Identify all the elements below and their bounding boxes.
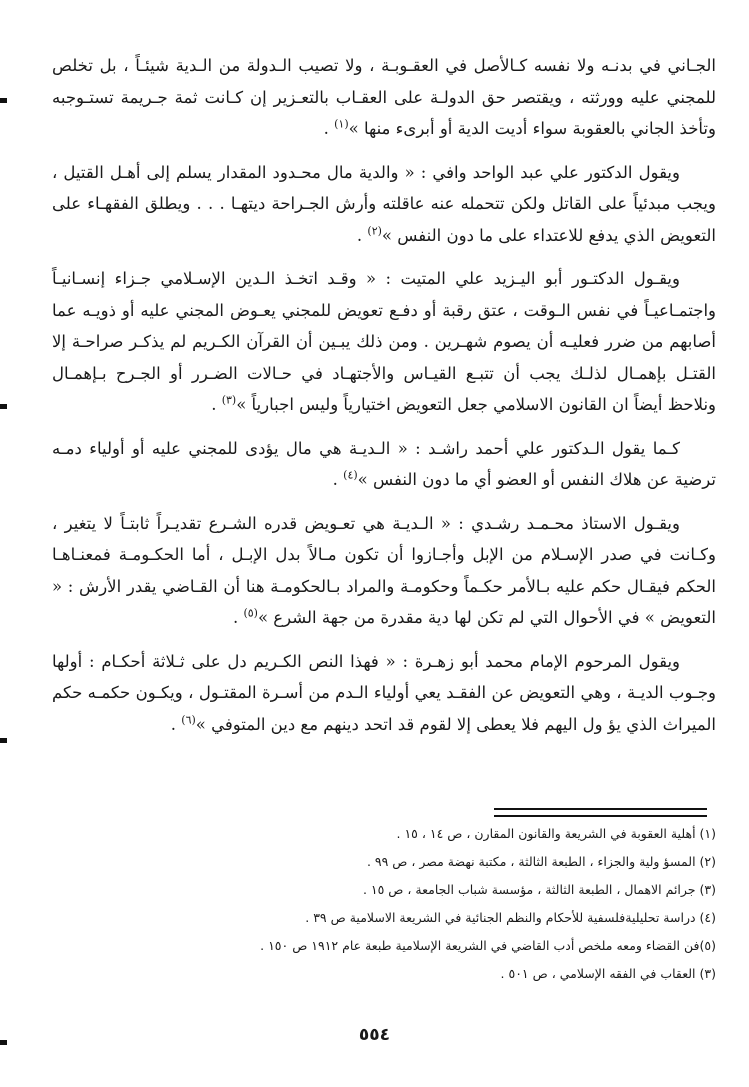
paragraph: ويقـول الدكتـور أبو اليـزيد علي المتيت : « وقـد اتخـذ الـدين الإسـلامي جـزاء إنسـانيـاً واجتمـاعيـاً في نفس الـوقت ، عتق رقبة أو دفـع تعويض للمجني يعـوض المجني عليه أو ذويـه عما أصابهم من ضرر فعليـه أن يصوم شهـرين . ومن ذلك يبـين أن القرآن الكـريم لم يذكـر صراحـة إلا القتـل بإهمـال لذلـك يجب أن تتبـع القيـاس والأجتهـاد في حـالات الضـرر أو الجـرح بـإهمـال ونلاحظ أيضاً ان القانون الاسلامي جعل التعويض اختيارياً وليس اجبارياً »$^{(٣)}$ .: [52, 269, 716, 414]
footnote-ref[interactable]: (١): [334, 117, 349, 131]
footnote-divider: [494, 815, 707, 817]
paragraph-text: كـما يقول الـدكتور علي أحمد راشـد : « الـديـة هي مال يؤدى للمجني عليه أو أولياء دمـه ترضية عن هلاك النفس أو العضو أي ما دون النفس »: [52, 438, 716, 489]
margin-mark: [0, 98, 7, 103]
margin-mark: [0, 738, 7, 743]
body-text: [52, 50, 716, 752]
footnote-item: (٢) المسؤ ولية والجزاء ، الطبعة الثالثة ، مكتبة نهضة مصر ، ص ٩٩ .: [366, 854, 716, 869]
margin-mark: [0, 1040, 7, 1045]
page-number: ٥٥٤: [358, 1025, 391, 1045]
paragraph-text: ويقـول الاستاذ محـمـد رشـدي : « الـديـة هي تعـويض قدره الشـرع تقديـراً ثابتـاً لا يتغير ، وكـانت في صدر الإسـلام من الإبل وأجـازوا أن تكون مـالاً بدل الإبـل ، أما الحكـومـة فمعنـاهـا الحكم فيقـال حكم عليه بـالأمر حكـماً وحكومـة والمراد بـالحكومـة هنا أن القـاضي يقدر الأرش : « التعويض » في الأحوال التي لم تكن لها دية مقدرة من جهة الشرع »: [52, 513, 716, 627]
paragraph: كـما يقول الـدكتور علي أحمد راشـد : « الـديـة هي مال يؤدى للمجني عليه أو أولياء دمـه ترضية عن هلاك النفس أو العضو أي ما دون النفس »$^{(٤)}$ .: [52, 438, 716, 489]
paragraph: ويقول الدكتور علي عبد الواحد وافي : « والدية مال محـدود المقدار يسلم إلى أهـل القتيل ، ويجب مبدئياً على القاتل ولكن تتحمله عنه عاقلته وأرش الجـراحة ديتهـا . . . ويطلق الفقهـاء على التعويض الذي يدفع للاعتداء على ما دون النفس »$^{(٢)}$ .: [52, 162, 716, 245]
paragraph: ويقـول الاستاذ محـمـد رشـدي : « الـديـة هي تعـويض قدره الشـرع تقديـراً ثابتـاً لا يتغير ، وكـانت في صدر الإسـلام من الإبل وأجـازوا أن تكون مـالاً بدل الإبـل ، أما الحكـومـة فمعنـاهـا الحكم فيقـال حكم عليه بـالأمر حكـماً وحكومـة والمراد بـالحكومـة هنا أن القـاضي يقدر الأرش : « التعويض » في الأحوال التي لم تكن لها دية مقدرة من جهة الشرع »$^{(٥)}$ .: [52, 513, 716, 627]
footnote-item: (٣) العقاب في الفقه الإسلامي ، ص ٥٠١ .: [500, 966, 716, 981]
paragraph-text: ويقـول الدكتـور أبو اليـزيد علي المتيت : « وقـد اتخـذ الـدين الإسـلامي جـزاء إنسـانيـاً واجتمـاعيـاً في نفس الـوقت ، عتق رقبة أو دفـع تعويض للمجني يعـوض المجني عليه أو ذويـه عما أصابهم من ضرر فعليـه أن يصوم شهـرين . ومن ذلك يبـين أن القرآن الكـريم لم يذكـر صراحـة إلا القتـل بإهمـال لذلـك يجب أن تتبـع القيـاس والأجتهـاد في حـالات الضـرر أو الجـرح بـإهمـال ونلاحظ أيضاً ان القانون الاسلامي جعل التعويض اختيارياً وليس اجبارياً »: [52, 269, 716, 414]
footnote-ref[interactable]: (٢): [367, 224, 382, 237]
footnote-item: (٣) جرائم الاهمال ، الطبعة الثالثة ، مؤسسة شباب الجامعة ، ص ١٥ .: [362, 882, 716, 897]
footnote-ref[interactable]: (٥): [243, 606, 258, 620]
paragraph-text: ويقول الدكتور علي عبد الواحد وافي : « والدية مال محـدود المقدار يسلم إلى أهـل القتيل ، ويجب مبدئياً على القاتل ولكن تتحمله عنه عاقلته وأرش الجـراحة ديتهـا . . . ويطلق الفقهـاء على التعويض الذي يدفع للاعتداء على ما دون النفس »: [52, 162, 716, 245]
footnote-item: (٤) دراسة تحليليةفلسفية للأحكام والنظم الجنائية في الشريعة الاسلامية ص ٣٩ .: [305, 910, 716, 925]
footnotes: [52, 820, 716, 988]
footnote-item: (٥)فن القضاء ومعه ملخص أدب القاضي في الشريعة الإسلامية طبعة عام ١٩١٢ ص ١٥٠ .: [260, 938, 716, 953]
footnote-item: (١) أهلية العقوبة في الشريعة والقانون المقارن ، ص ١٤ ، ١٥ .: [396, 826, 716, 841]
footnote-ref[interactable]: (٣): [221, 393, 237, 407]
footnote-divider: [494, 808, 707, 810]
paragraph: ويقول المرحوم الإمام محمد أبو زهـرة : « فهذا النص الكـريم دل على ثـلاثة أحكـام : أولها وجـوب الديـة ، وهي التعويض عن الفقـد يعي أولياء الـدم من أسـرة المقتـول ، ويكـون حكمـه حكم الميراث الذي يؤ ول اليهم فلا يعطى إلا لقوم قد اتحد دينهم مع دين المتوفي »$^{(٦)}$ .: [52, 651, 716, 734]
margin-mark: [0, 404, 7, 409]
paragraph-text: ويقول المرحوم الإمام محمد أبو زهـرة : « فهذا النص الكـريم دل على ثـلاثة أحكـام : أولها وجـوب الديـة ، وهي التعويض عن الفقـد يعي أولياء الـدم من أسـرة المقتـول ، ويكـون حكمـه حكم الميراث الذي يؤ ول اليهم فلا يعطى إلا لقوم قد اتحد دينهم مع دين المتوفي »: [52, 651, 716, 734]
footnote-ref[interactable]: (٤): [343, 468, 358, 482]
footnote-ref[interactable]: (٦): [181, 713, 196, 726]
paragraph-text: الجـاني في بدنـه ولا نفسه كـالأصل في العقـوبـة ، ولا تصيب الـدولة من الـدية شيئـاً ، بل تخلص للمجني عليه وورثته ، ويقتصر حق الدولـة على العقـاب بالتعـزير إن كـانت ثمة جـريمة تستـوجبه وتأخذ الجاني بالعقوبة سواء أديت الدية أو أبرىء منها »: [52, 56, 716, 138]
paragraph: الجـاني في بدنـه ولا نفسه كـالأصل في العقـوبـة ، ولا تصيب الـدولة من الـدية شيئـاً ، بل تخلص للمجني عليه وورثته ، ويقتصر حق الدولـة على العقـاب بالتعـزير إن كـانت ثمة جـريمة تستـوجبه وتأخذ الجاني بالعقوبة سواء أديت الدية أو أبرىء منها »$^{(١)}$ .: [52, 56, 716, 138]
